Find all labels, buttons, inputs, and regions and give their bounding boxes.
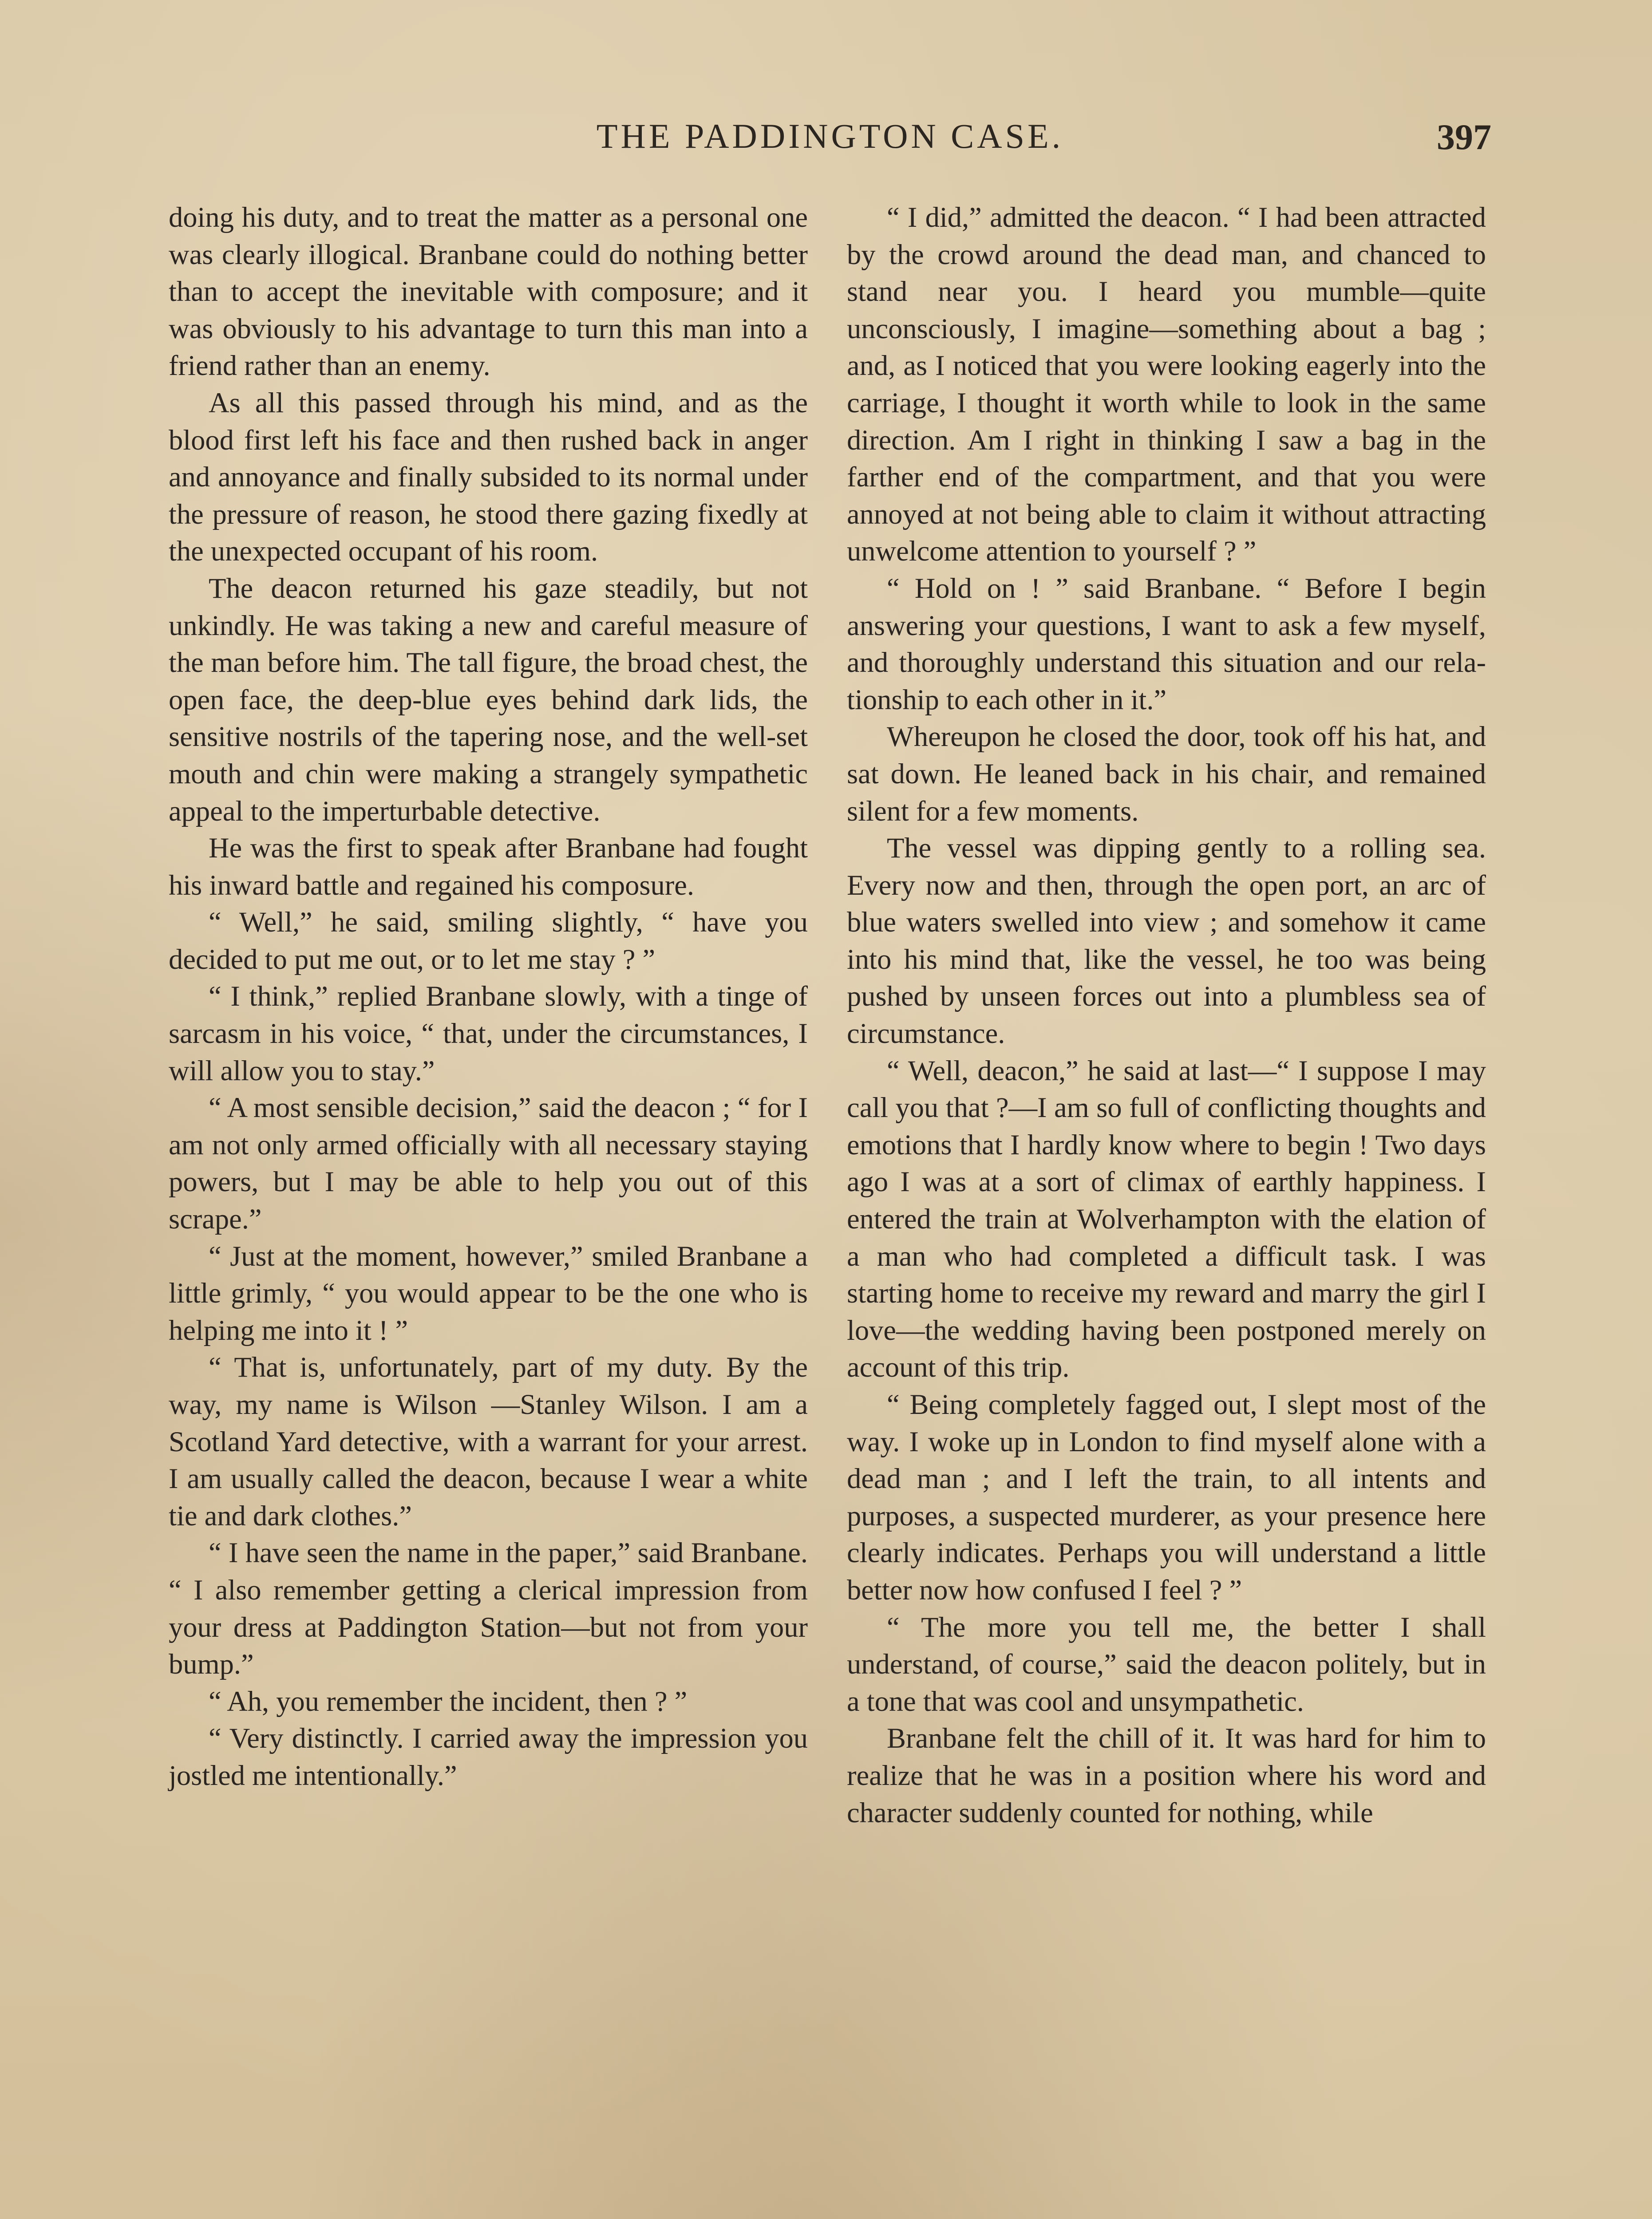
paragraph: He was the first to speak after Branbane had fought his inward battle and regained his composure. [169, 832, 808, 901]
paragraph: “ I think,” replied Branbane slowly, with a tinge of sarcasm in his voice, “ that, under the circumstances, I will allow you to stay.” [169, 980, 808, 1086]
page-header [169, 116, 1491, 165]
paragraph: “ Hold on ! ” said Branbane. “ Before I begin answering your questions, I want to ask a few myself, and thoroughly understand this situation and our relationship to each other in it.” [847, 572, 1486, 715]
paragraph: As all this passed through his mind, and as the blood first left his face and then rushed back in anger and annoyance and finally subsided to its normal under the pressure of reason, he stood there gazing fixedly at the unexpected occupant of his room. [169, 387, 808, 567]
paragraph: “ Well, deacon,” he said at last—“ I suppose I may call you that ?—I am so full of conflicting thoughts and emotions that I hardly know where to begin ! Two days ago I was at a sort of climax of earthly happiness. I entered the train at Wolverhampton with the elation of a man who had completed a difficult task. I was starting home to receive my reward and marry the girl I love—the wedding having been postponed merely on account of this trip. [847, 1054, 1486, 1383]
paragraph: “ Just at the moment, however,” smiled Branbane a little grimly, “ you would appear to be the one who is helping me into it ! ” [169, 1240, 808, 1346]
paragraph: “ Well,” he said, smiling slightly, “ have you decided to put me out, or to let me stay ? ” [169, 906, 808, 975]
paragraph: doing his duty, and to treat the matter as a personal one was clearly illogical. Branbane could do nothing better than to accept the inevitable with composure; and it was obviously to his advantage to turn this man into a friend rather than an enemy. [169, 201, 808, 382]
paragraph: “ The more you tell me, the better I shall understand, of course,” said the deacon politely, but in a tone that was cool and unsympathetic. [847, 1611, 1486, 1717]
page-number: 397 [1437, 117, 1491, 157]
paragraph: “ That is, unfortunately, part of my duty. By the way, my name is Wilson —Stanley Wilson. I am a Scotland Yard detective, with a warrant for your arrest. I am usually called the deacon, because I wear a white tie and dark clothes.” [169, 1351, 808, 1532]
paragraph: “ Very distinctly. I carried away the impression you jostled me intentionally.” [169, 1722, 808, 1791]
paragraph: The deacon returned his gaze steadily, but not unkindly. He was taking a new and careful measure of the man before him. The tall figure, the broad chest, the open face, the deep-blue eyes behind dark lids, the sensitive nostrils of the tapering nose, and the well-set mouth and chin were making a strangely sympathetic appeal to the imperturbable detective. [169, 572, 808, 827]
running-head: THE PADDINGTON CASE. [596, 117, 1064, 155]
paragraph: “ Ah, you remember the incident, then ? ” [209, 1685, 688, 1717]
paragraph: “ A most sensible decision,” said the deacon ; “ for I am not only armed officially with all necessary staying powers, but I may be able to help you out of this scrape.” [169, 1092, 808, 1235]
right-column [847, 199, 1486, 1831]
paragraph: “ I did,” admitted the deacon. “ I had been attracted by the crowd around the dead man, and chanced to stand near you. I heard you mumble—quite unconsciously, I imagine—something about a bag ; and, as I noticed that you were looking eagerly into the carriage, I thought it worth while to look in the same direction. Am I right in thinking I saw a bag in the farther end of the compartment, and that you were annoyed at not being able to claim it without attracting unwelcome attention to yourself ? ” [847, 201, 1486, 567]
paragraph: Branbane felt the chill of it. It was hard for him to realize that he was in a position where his word and character suddenly counted for nothing, while [847, 1722, 1486, 1828]
paragraph: “ Being completely fagged out, I slept most of the way. I woke up in London to find myself alone with a dead man ; and I left the train, to all intents and purposes, a suspected murderer, as your presence here clearly indicates. Perhaps you will understand a little better now how confused I feel ? ” [847, 1389, 1486, 1606]
paragraph: The vessel was dipping gently to a rolling sea. Every now and then, through the open port, an arc of blue waters swelled into view ; and somehow it came into his mind that, like the vessel, he too was being pushed by unseen forces out into a plumbless sea of circumstance. [847, 832, 1486, 1050]
left-column [169, 199, 808, 1794]
paragraph: Whereupon he closed the door, took off his hat, and sat down. He leaned back in his chair, and remained silent for a few moments. [847, 721, 1486, 827]
paragraph: “ I have seen the name in the paper,” said Branbane. “ I also remember getting a clerical impression from your dress at Paddington Station—but not from your bump.” [169, 1537, 808, 1680]
